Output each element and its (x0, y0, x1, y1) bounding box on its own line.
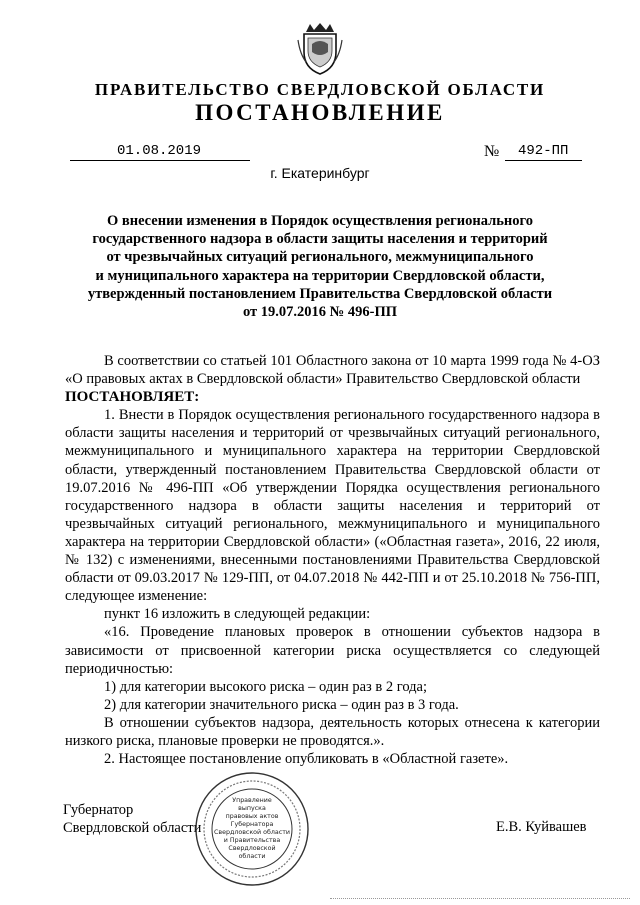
stamp-text-line: правовых актов (225, 813, 279, 820)
coat-of-arms-emblem (296, 22, 344, 76)
signatory-position (63, 801, 201, 837)
title-line: утвержденный постановлением Правительства Свердловской области (87, 285, 553, 302)
item-1-intro: пункт 16 изложить в следующей редакции: (104, 606, 371, 623)
title-line: О внесении изменения в Порядок осуществления регионального (106, 213, 533, 229)
city: г. Екатеринбург (270, 165, 370, 181)
document-kind: ПОСТАНОВЛЕНИЕ (195, 100, 445, 125)
title-line: и муниципального характера на территории Свердловской области, (95, 267, 545, 284)
document-date: 01.08.2019 (117, 143, 202, 159)
stamp-text-line: Свердловской области (214, 829, 290, 836)
signatory-name: Е.В. Куйвашев (496, 819, 587, 835)
stamp-text-line: Свердловской (228, 845, 276, 852)
item-2: 2. Настоящее постановление опубликовать в «Областной газете». (104, 751, 509, 768)
title-line: государственного надзора в области защиты населения и территорий (92, 231, 548, 248)
number-underline (505, 160, 582, 161)
footer-line (330, 898, 630, 899)
preamble: В соответствии со статьей 101 Областного закона от 10 марта 1999 года № 4-ОЗ «О правовых актах в Свердловской области» Правительство Свердловской области (65, 353, 600, 388)
stamp-text-line: и Правительства (223, 837, 281, 844)
title-line: от 19.07.2016 № 496-ПП (242, 304, 397, 321)
item-1: 1. Внести в Порядок осуществления регионального государственного надзора в области защиты населения и территорий от чрезвычайных ситуаций регионального, межмуниципального и муниципального характера на территории Свердловской области, утвержденный постановлением Правительства Свердловской области от 19.07.2016 № 496-ПП «Об утверждении Порядка осуществления регионального государственного надзора в области защиты населения и территорий от чрезвычайных ситуаций регионального, межмуниципального и муниципального характера на территории Свердловской области» («Областная газета», 2016, 22 июля, № 132) с изменениями, внесенными постановлениями Правительства Свердловской области от 09.03.2017 № 129-ПП, от 04.07.2018 № 442-ПП и от 25.10.2018 № 756-ПП, следующее изменение: (65, 407, 600, 605)
stamp-text-line: выпуска (238, 805, 266, 812)
resolves-heading: ПОСТАНОВЛЯЕТ: (65, 389, 200, 406)
title-line: от чрезвычайных ситуаций регионального, межмуниципального (106, 249, 534, 266)
document-number: 492-ПП (518, 143, 569, 159)
stamp-text-line: области (238, 853, 266, 860)
document-title (80, 212, 560, 321)
government-name: ПРАВИТЕЛЬСТВО СВЕРДЛОВСКОЙ ОБЛАСТИ (94, 80, 546, 99)
number-sign: № (484, 143, 500, 160)
date-underline (70, 160, 250, 161)
document-body (65, 352, 600, 768)
low-risk-paragraph: В отношении субъектов надзора, деятельность которых отнесена к категории низкого риска, плановые проверки не проводятся.». (65, 714, 600, 749)
position-line: Свердловской области (63, 820, 202, 836)
position-line: Губернатор (63, 802, 134, 818)
official-stamp (193, 770, 311, 888)
stamp-text-line: Губернатора (230, 821, 274, 828)
list-item-1: 1) для категории высокого риска – один раз в 2 года; (104, 678, 428, 695)
item-16-quote: «16. Проведение плановых проверок в отношении субъектов надзора в зависимости от присвоенной категории риска осуществляется со следующей периодичностью: (65, 624, 600, 677)
list-item-2: 2) для категории значительного риска – один раз в 3 года. (104, 696, 459, 713)
stamp-text-line: Управление (232, 797, 272, 804)
